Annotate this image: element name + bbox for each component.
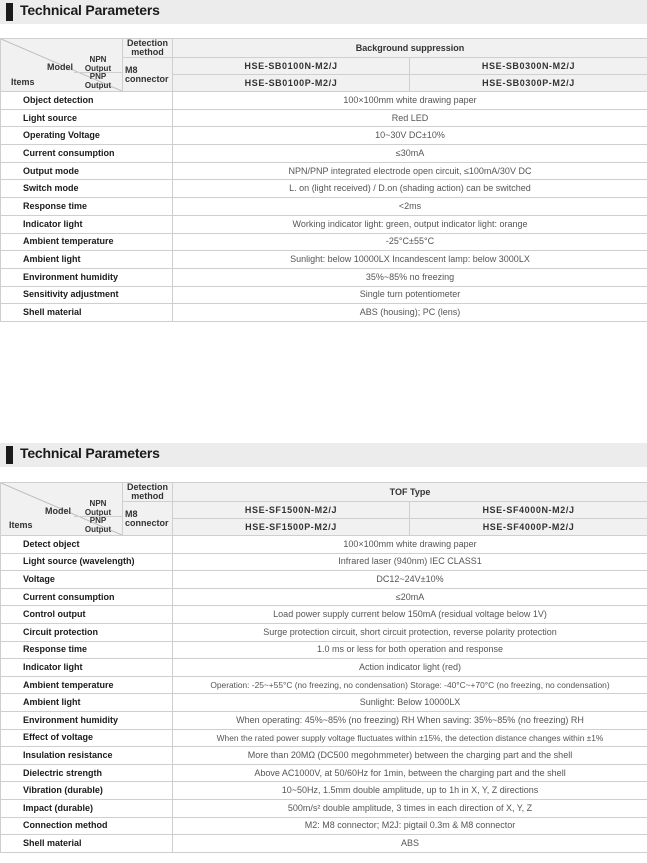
row-label: Response time — [1, 641, 173, 659]
row-value: Sunlight: Below 10000LX — [173, 694, 647, 712]
row-label: Ambient temperature — [1, 233, 173, 251]
table-row — [1, 747, 647, 765]
row-value: Sunlight: below 10000LX Incandescent lamp: below 3000LX — [173, 251, 647, 269]
row-value: 10~30V DC±10% — [173, 127, 647, 145]
table-row — [1, 659, 647, 677]
table-row — [1, 92, 647, 110]
row-value: 100×100mm white drawing paper — [173, 92, 647, 110]
row-value: ≤20mA — [173, 588, 647, 606]
section-header — [0, 443, 647, 467]
section-header — [0, 0, 647, 24]
table-row — [1, 764, 647, 782]
row-label: Connection method — [1, 817, 173, 835]
row-value: Surge protection circuit, short circuit protection, reverse polarity protection — [173, 623, 647, 641]
row-value: More than 20MΩ (DC500 megohmmeter) between the charging part and the shell — [173, 747, 647, 765]
model-pnp-b: HSE-SF4000P-M2/J — [410, 519, 647, 536]
table-row — [1, 835, 647, 853]
npn-output-label: NPN Output — [84, 55, 112, 73]
row-value: DC12~24V±10% — [173, 571, 647, 589]
table-row — [1, 233, 647, 251]
table-corner-cell — [1, 483, 123, 536]
m8-connector-label: M8 connector — [123, 502, 173, 536]
table-row — [1, 553, 647, 571]
table-row — [1, 623, 647, 641]
row-value: 500m/s² double amplitude, 3 times in each direction of X, Y, Z — [173, 799, 647, 817]
table-row — [1, 588, 647, 606]
header-marker-bar — [6, 446, 13, 464]
row-label: Light source (wavelength) — [1, 553, 173, 571]
group-header: Background suppression — [173, 39, 647, 58]
spec-table — [0, 482, 647, 853]
table-row — [1, 198, 647, 216]
items-label: Items — [11, 77, 35, 87]
section-background-suppression — [0, 0, 647, 318]
row-value: Load power supply current below 150mA (residual voltage below 1V) — [173, 606, 647, 624]
model-pnp-a: HSE-SB0100P-M2/J — [173, 75, 410, 92]
m8-connector-label: M8 connector — [123, 58, 173, 92]
table-row — [1, 799, 647, 817]
table-row — [1, 606, 647, 624]
table-row — [1, 817, 647, 835]
row-label: Current consumption — [1, 145, 173, 163]
detection-method-label: Detection method — [123, 483, 173, 502]
npn-output-label: NPN Output — [84, 499, 112, 517]
table-row — [1, 571, 647, 589]
row-label: Current consumption — [1, 588, 173, 606]
table-corner-cell — [1, 39, 123, 92]
row-label: Ambient temperature — [1, 676, 173, 694]
model-pnp-b: HSE-SB0300P-M2/J — [410, 75, 647, 92]
row-value: Single turn potentiometer — [173, 286, 647, 304]
row-value: ABS (housing); PC (lens) — [173, 304, 647, 322]
table-row — [1, 215, 647, 233]
row-label: Sensitivity adjustment — [1, 286, 173, 304]
output-labels — [74, 39, 122, 89]
row-label: Response time — [1, 198, 173, 216]
items-label: Items — [9, 520, 33, 530]
row-label: Light source — [1, 109, 173, 127]
pnp-output-label: PNP Output — [84, 516, 112, 534]
row-value: 35%~85% no freezing — [173, 268, 647, 286]
row-value: <2ms — [173, 198, 647, 216]
row-label: Indicator light — [1, 659, 173, 677]
table-row — [1, 268, 647, 286]
table-row — [1, 694, 647, 712]
row-value: Action indicator light (red) — [173, 659, 647, 677]
detection-method-label: Detection method — [123, 39, 173, 58]
row-label: Environment humidity — [1, 711, 173, 729]
spec-table — [0, 38, 647, 322]
model-npn-a: HSE-SB0100N-M2/J — [173, 58, 410, 75]
table-row — [1, 180, 647, 198]
row-label: Circuit protection — [1, 623, 173, 641]
row-label: Shell material — [1, 835, 173, 853]
table-row — [1, 641, 647, 659]
row-label: Detect object — [1, 536, 173, 554]
row-value: When operating: 45%~85% (no freezing) RH When saving: 35%~85% (no freezing) RH — [173, 711, 647, 729]
row-value: ABS — [173, 835, 647, 853]
table-row — [1, 536, 647, 554]
row-value: Working indicator light: green, output indicator light: orange — [173, 215, 647, 233]
row-value: 10~50Hz, 1.5mm double amplitude, up to 1h in X, Y, Z directions — [173, 782, 647, 800]
row-value: L. on (light received) / D.on (shading action) can be switched — [173, 180, 647, 198]
table-row — [1, 782, 647, 800]
row-label: Ambient light — [1, 694, 173, 712]
row-label: Indicator light — [1, 215, 173, 233]
table-row — [1, 304, 647, 322]
row-label: Environment humidity — [1, 268, 173, 286]
model-npn-b: HSE-SB0300N-M2/J — [410, 58, 647, 75]
row-label: Operating Voltage — [1, 127, 173, 145]
model-pnp-a: HSE-SF1500P-M2/J — [173, 519, 410, 536]
table-row — [1, 729, 647, 747]
row-label: Impact (durable) — [1, 799, 173, 817]
row-value: Operation: -25~+55°C (no freezing, no condensation) Storage: -40°C~+70°C (no freezing, no condensation) — [173, 676, 647, 694]
row-label: Control output — [1, 606, 173, 624]
row-label: Voltage — [1, 571, 173, 589]
section-title: Technical Parameters — [20, 2, 160, 18]
group-header: TOF Type — [173, 483, 647, 502]
row-label: Ambient light — [1, 251, 173, 269]
table-row — [1, 127, 647, 145]
table-row — [1, 109, 647, 127]
table-row — [1, 286, 647, 304]
row-value: Red LED — [173, 109, 647, 127]
model-npn-a: HSE-SF1500N-M2/J — [173, 502, 410, 519]
row-value: ≤30mA — [173, 145, 647, 163]
row-label: Effect of voltage — [1, 729, 173, 747]
header-marker-bar — [6, 3, 13, 21]
table-row — [1, 145, 647, 163]
row-value: Above AC1000V, at 50/60Hz for 1min, between the charging part and the shell — [173, 764, 647, 782]
row-label: Switch mode — [1, 180, 173, 198]
table-row — [1, 251, 647, 269]
table-row — [1, 162, 647, 180]
row-value: M2: M8 connector; M2J: pigtail 0.3m & M8 connector — [173, 817, 647, 835]
table-row — [1, 676, 647, 694]
row-label: Output mode — [1, 162, 173, 180]
section-title: Technical Parameters — [20, 445, 160, 461]
table-row — [1, 711, 647, 729]
row-value: -25°C±55°C — [173, 233, 647, 251]
row-label: Insulation resistance — [1, 747, 173, 765]
row-value: 100×100mm white drawing paper — [173, 536, 647, 554]
row-label: Object detection — [1, 92, 173, 110]
model-label: Model — [47, 62, 73, 72]
pnp-output-label: PNP Output — [84, 72, 112, 90]
section-tof-type — [0, 443, 647, 848]
row-value: Infrared laser (940nm) IEC CLASS1 — [173, 553, 647, 571]
row-label: Shell material — [1, 304, 173, 322]
model-npn-b: HSE-SF4000N-M2/J — [410, 502, 647, 519]
row-value: NPN/PNP integrated electrode open circuit, ≤100mA/30V DC — [173, 162, 647, 180]
row-label: Vibration (durable) — [1, 782, 173, 800]
row-value: When the rated power supply voltage fluctuates within ±15%, the detection distance changes within ±1% — [173, 729, 647, 747]
model-label: Model — [45, 506, 71, 516]
row-value: 1.0 ms or less for both operation and response — [173, 641, 647, 659]
row-label: Dielectric strength — [1, 764, 173, 782]
output-labels — [74, 483, 122, 533]
